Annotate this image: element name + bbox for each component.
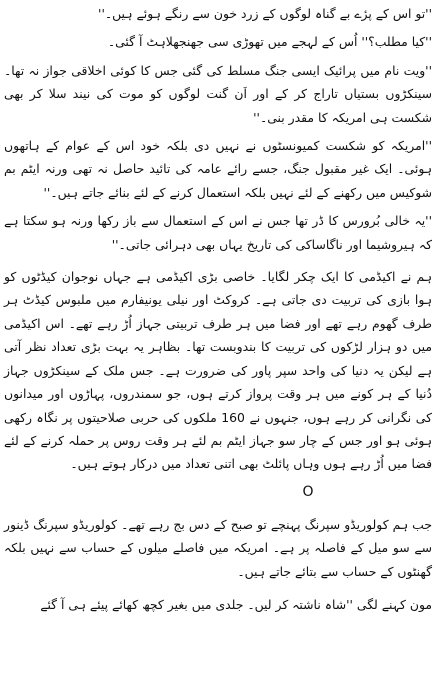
paragraph-vietnam-war: ''ویت نام میں پرائیک ایسی جنگ مسلط کی گئی جس کا کوئی اخلاقی جواز نہ تھا۔ سینکڑوں بستیاں تاراج کر کے اور اَن گنت لوگوں کو موت کی نیند سلا کر بھی شکست ہی امریکہ کا مقدر بنی۔'' <box>4 62 432 125</box>
paragraph-hiroshima: ''یہ خالی بُرورس کا ڈر تھا جس نے اس کے استعمال سے باز رکھا ورنہ ہو سکتا ہے کہ ہیروشیما اور ناگاساکی کی تاریخ یہاں بھی دہرائی جاتی۔'' <box>4 213 432 252</box>
paragraph-quote-blood: ''تو اس کے پرٔے بے گناہ لوگوں کے زرد خون سے رنگے ہوئے ہیں۔'' <box>98 6 432 21</box>
paragraph-what-meaning: ''کیا مطلب؟'' اُس کے لہجے میں تھوڑی سی جھنجھلاہٹ آ گئی۔ <box>107 34 432 50</box>
book-page <box>4 2 432 696</box>
section-separator-glyph: O <box>302 483 314 500</box>
paragraph-america-defeat: ''امریکہ کو شکست کمیونسٹوں نے نہیں دی بلکہ خود اس کے عوام کے ہاتھوں ہوئی۔ ایک غیر مقبول جنگ، جسے رائے عامہ کی تائید حاصل نہ تھی ورنہ ایٹم بم شوکیس میں رکھنے کے لئے نہیں بلکہ استعمال کرنے کے لئے بنائے جاتے ہیں۔'' <box>4 138 432 200</box>
paragraph-colorado-springs: جب ہم کولوریڈو سپرنگ پہنچے تو صبح کے دس بج رہے تھے۔ کولوریڈو سپرنگ ڈینور سے سو میل کے فاصلہ پر ہے۔ امریکہ میں فاصلے میلوں کے حساب سے نہیں بلکہ گھنٹوں کے حساب سے بتائے جاتے ہیں۔ <box>4 516 432 579</box>
paragraph-breakfast: مون کہنے لگی ''شاہ ناشتہ کر لیں۔ جلدی میں بغیر کچھ کھائے پیئے ہی آ گئے <box>40 596 432 612</box>
paragraph-academy: ہم نے اکیڈمی کا ایک چکر لگایا۔ خاصی بڑی اکیڈمی ہے جہاں نوجوان کیڈٹوں کو ہوا بازی کی تربیت دی جاتی ہے۔ کروکٹ اور نیلی یونیفارم میں ملبوس کیڈٹ ہر طرف گھوم رہے تھے اور فضا میں ہر طرف تربیتی جہاز اُڑ رہے تھے۔ اس اکیڈمی میں دو ہزار لڑکوں کی تربیت کا بندوبست تھا۔ بظاہر یہ بہت بڑی تعداد نظر آتی ہے لیکن یہ دنیا کی واحد سپر پاور کی ضرورت ہے۔ جس ملک کے سینکڑوں جہاز دُنیا کے ہر کونے میں ہر وقت پرواز کرتے ہوں، جو سمندروں، پہاڑوں اور میدانوں کی نگرانی کر رہے ہوں، جنہوں نے 160 ملکوں کی حربی صلاحیتوں پر نگاہ رکھی ہوئی ہو اور جس کے چار سو جہاز ایٹم بم لئے ہر وقت روس پر حملہ کرنے کے لئے فضا میں اُڑ رہے ہوں وہاں پائلٹ بھی اتنی تعداد میں درکار ہوتے ہیں۔ <box>4 269 432 472</box>
